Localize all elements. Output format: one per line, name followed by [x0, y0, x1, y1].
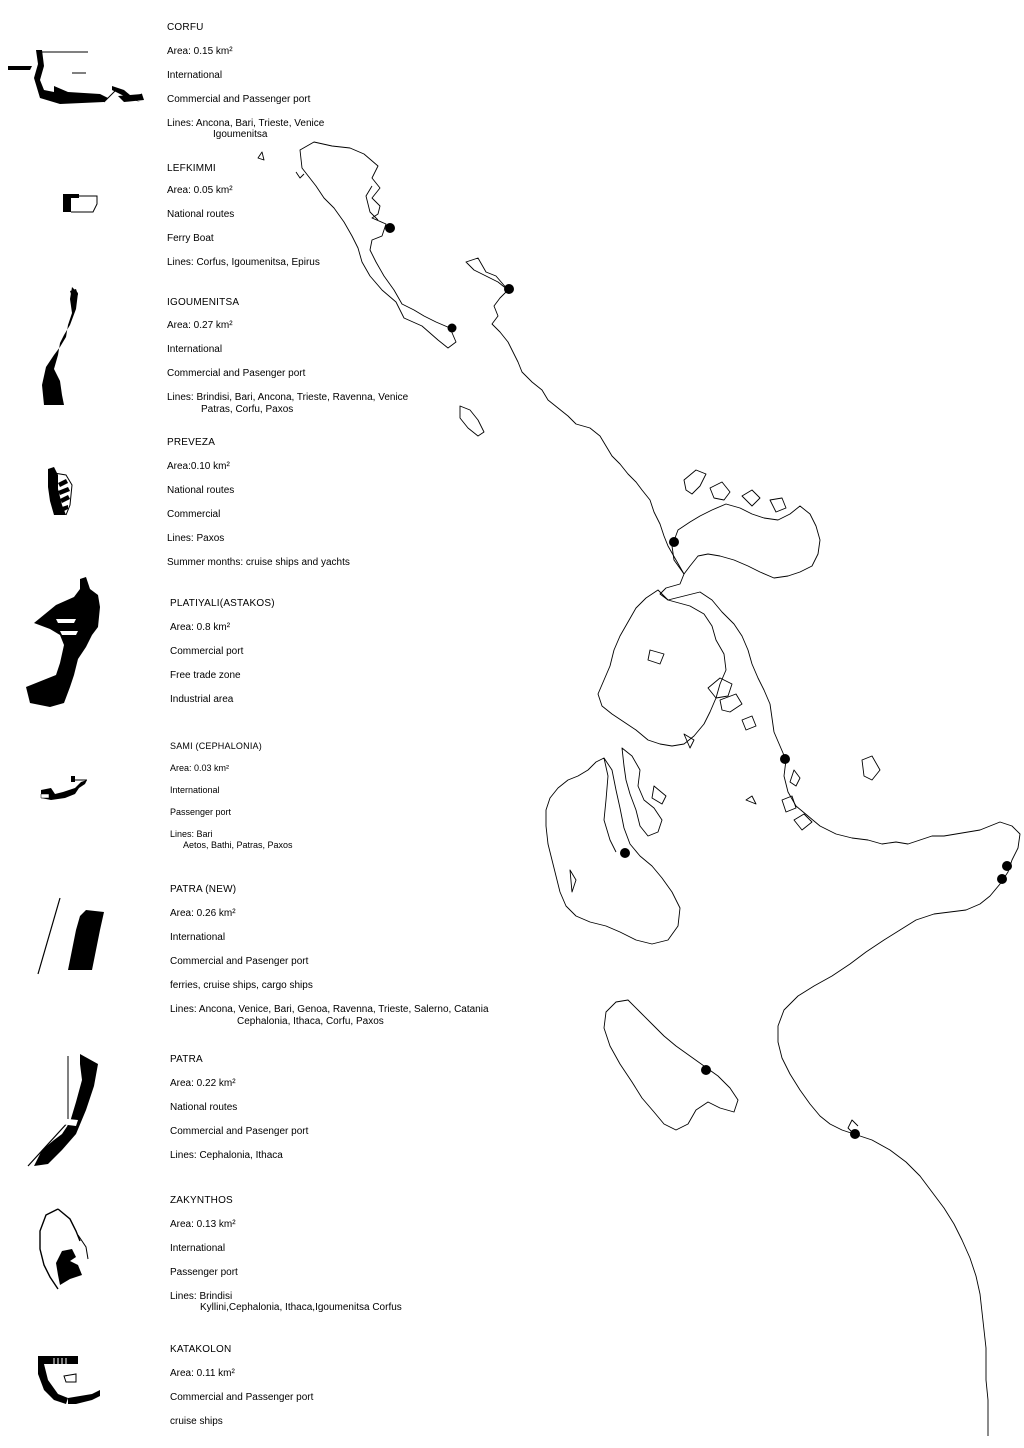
port-type: Passenger port: [170, 807, 232, 817]
port-area: Area:0.10 km²: [167, 461, 230, 472]
port-name: SAMI (CEPHALONIA): [170, 741, 262, 751]
port-lines: Lines: Ancona, Bari, Trieste, Venice: [167, 118, 325, 129]
port-name: CORFU: [167, 22, 204, 33]
port-area: Area: 0.15 km²: [167, 46, 233, 57]
port-name: PATRA: [170, 1054, 203, 1065]
port-area: Area: 0.03 km²: [170, 763, 230, 773]
cephalonia-island-outline: [546, 758, 680, 944]
port-area: Area: 0.26 km²: [170, 908, 236, 919]
port-marker-patra-new: [1002, 861, 1012, 871]
paxos-island-outline: [460, 406, 484, 436]
port-marker-sami: [620, 848, 630, 858]
port-marker-corfu: [385, 223, 395, 233]
port-area: Area: 0.27 km²: [167, 320, 233, 331]
port-lines: Lines: Ancona, Venice, Bari, Genoa, Ravenna, Trieste, Salerno, Catania: [170, 1004, 489, 1015]
peloponnese-coastline: [854, 1134, 988, 1436]
zakynthos-island-outline: [604, 1000, 738, 1130]
port-marker-lefkimmi: [448, 324, 457, 333]
port-lines: Lines: Cephalonia, Ithaca: [170, 1150, 283, 1161]
port-type: Commercial and Pasenger port: [170, 1126, 309, 1137]
port-area: Area: 0.8 km²: [170, 622, 231, 633]
port-type: Commercial and Pasenger port: [170, 956, 309, 967]
port-type: Commercial port: [170, 646, 244, 657]
port-scope: National routes: [167, 209, 235, 220]
port-area: Area: 0.13 km²: [170, 1219, 236, 1230]
port-lines-continued: Kyllini,Cephalonia, Ithaca,Igoumenitsa Corfus: [200, 1302, 402, 1313]
port-marker-igoumenitsa: [504, 284, 514, 294]
port-lines-continued: Igoumenitsa: [213, 129, 268, 140]
port-scope: International: [170, 785, 220, 795]
port-name: IGOUMENITSA: [167, 297, 240, 308]
ithaca-island-outline: [622, 748, 662, 836]
port-type: Commercial and Pasenger port: [167, 368, 306, 379]
port-area: Area: 0.11 km²: [170, 1368, 235, 1379]
port-type: Commercial and Passenger port: [167, 94, 311, 105]
port-name: ZAKYNTHOS: [170, 1195, 233, 1206]
lefkada-island-outline: [598, 590, 726, 746]
port-name: KATAKOLON: [170, 1344, 232, 1355]
port-area: Area: 0.22 km²: [170, 1078, 236, 1089]
port-marker-preveza: [669, 537, 679, 547]
port-lines-continued: Patras, Corfu, Paxos: [201, 404, 294, 415]
port-type: Commercial: [167, 509, 221, 520]
mainland-coastline: [466, 258, 1020, 1134]
port-lines: Lines: Paxos: [167, 533, 225, 544]
port-zone: Free trade zone: [170, 670, 241, 681]
port-type: Ferry Boat: [167, 233, 214, 244]
port-scope: National routes: [167, 485, 235, 496]
port-name: LEFKIMMI: [167, 163, 216, 174]
port-vessels: cruise ships: [170, 1416, 223, 1427]
port-marker-patra: [997, 874, 1007, 884]
corfu-island-outline: [300, 142, 456, 348]
port-lines: Lines: Bari: [170, 829, 213, 839]
amvrakikos-gulf-outline: [672, 504, 820, 578]
port-marker-katakolon: [850, 1129, 860, 1139]
port-lines: Lines: Corfus, Igoumenitsa, Epirus: [167, 257, 320, 268]
port-name: PREVEZA: [167, 437, 216, 448]
port-type: Passenger port: [170, 1267, 238, 1278]
port-vessels: ferries, cruise ships, cargo ships: [170, 980, 313, 991]
port-name: PLATIYALI(ASTAKOS): [170, 598, 275, 609]
port-scope: International: [167, 70, 223, 81]
port-area: Area: 0.05 km²: [167, 185, 233, 196]
port-scope: International: [170, 1243, 226, 1254]
port-scope: International: [170, 932, 226, 943]
port-note: Summer months: cruise ships and yachts: [167, 557, 350, 568]
port-scope: National routes: [170, 1102, 238, 1113]
port-marker-zakynthos: [701, 1065, 711, 1075]
port-lines-continued: Aetos, Bathi, Patras, Paxos: [183, 840, 293, 850]
port-area-type: Industrial area: [170, 694, 234, 705]
port-scope: International: [167, 344, 223, 355]
port-type: Commercial and Passenger port: [170, 1392, 314, 1403]
port-marker-platiyali: [780, 754, 790, 764]
port-name: PATRA (NEW): [170, 884, 237, 895]
port-lines: Lines: Brindisi: [170, 1291, 233, 1302]
port-lines-continued: Cephalonia, Ithaca, Corfu, Paxos: [237, 1016, 384, 1027]
port-lines: Lines: Brindisi, Bari, Ancona, Trieste, Ravenna, Venice: [167, 392, 409, 403]
